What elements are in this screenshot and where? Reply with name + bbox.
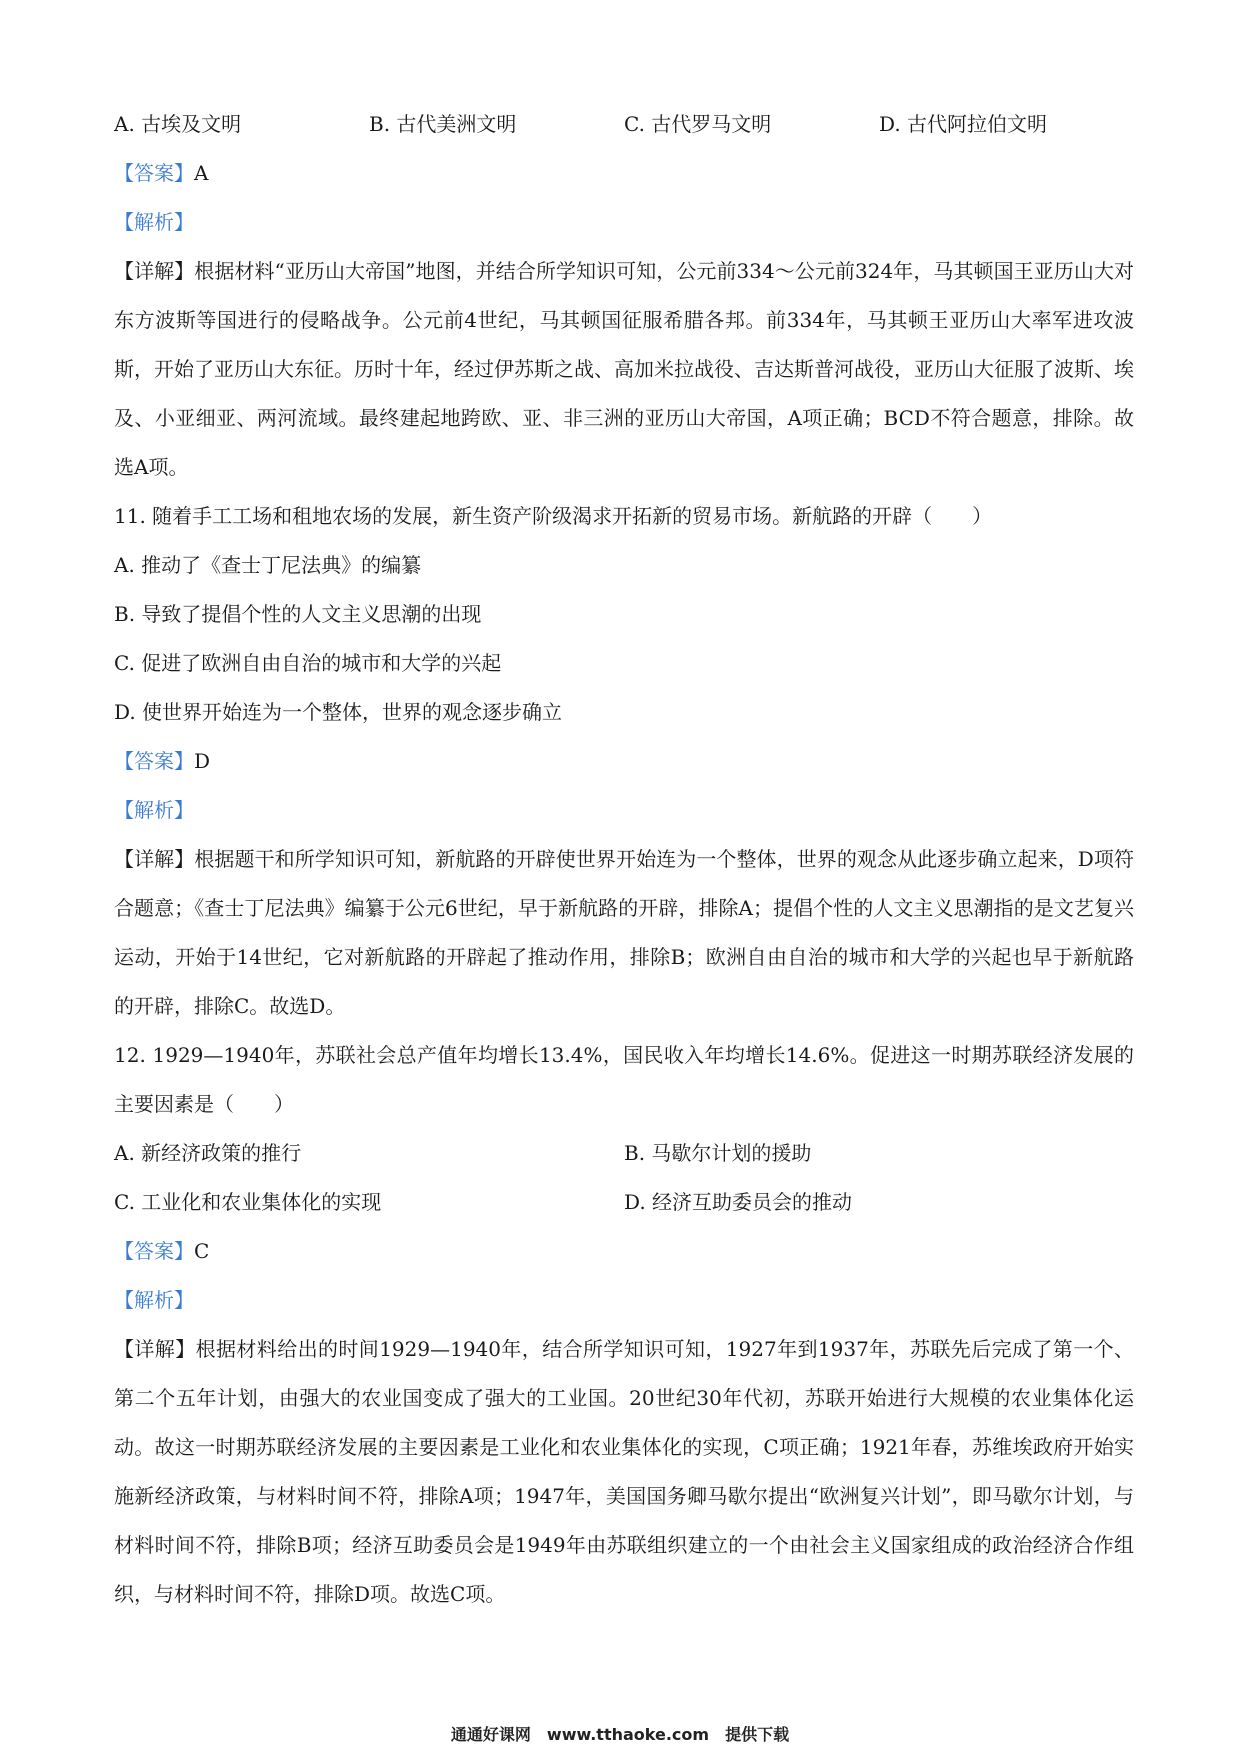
q11-detail [114,835,1134,1031]
q11-answer [114,737,1134,786]
answer-value: C [194,1239,210,1263]
answer-value: D [194,749,211,773]
q12-options-row-2 [114,1178,1134,1227]
q10-option-c: C. 古代罗马文明 [624,112,772,136]
q10-analysis [114,198,1134,247]
q10-option-b: B. 古代美洲文明 [369,112,517,136]
answer-label: 【答案】 [114,1239,194,1263]
q11-option-a: A. 推动了《查士丁尼法典》的编纂 [114,553,422,577]
detail-text: 根据题干和所学知识可知，新航路的开辟使世界开始连为一个整体，世界的观念从此逐步确立起来，D项符合题意；《查士丁尼法典》编纂于公元6世纪，早于新航路的开辟，排除A；提倡个性的人文主义思潮指的是文艺复兴运动，开始于14世纪，它对新航路的开辟起了推动作用，排除B；欧洲自由自治的城市和大学的兴起也早于新航路的开辟，排除C。故选D。 [114,847,1134,1018]
q11-stem: 11. 随着手工工场和租地农场的发展，新生资产阶级渴求开拓新的贸易市场。新航路的开辟（ ） [114,504,993,528]
page-footer: 通通好课网 www.tthaoke.com 提供下载 [450,1725,790,1744]
q12-detail [114,1325,1134,1619]
q11-option-b: B. 导致了提倡个性的人文主义思潮的出现 [114,602,482,626]
q10-detail [114,247,1134,492]
q11-option-d: D. 使世界开始连为一个整体，世界的观念逐步确立 [114,700,563,724]
detail-label: 【详解】 [114,1337,196,1361]
q11-option-c: C. 促进了欧洲自由自治的城市和大学的兴起 [114,651,502,675]
q12-option-d: D. 经济互助委员会的推动 [624,1190,853,1214]
q10-answer [114,149,1134,198]
q12-options-row-1 [114,1129,1134,1178]
document-page [114,100,1134,1619]
answer-value: A [194,161,209,185]
detail-label: 【详解】 [114,259,195,283]
q12-option-a: A. 新经济政策的推行 [114,1141,302,1165]
q12-option-b: B. 马歇尔计划的援助 [624,1141,812,1165]
q12-answer [114,1227,1134,1276]
q10-options [114,100,1134,149]
analysis-label: 【解析】 [114,210,194,234]
q12-stem: 12. 1929—1940年，苏联社会总产值年均增长13.4%，国民收入年均增长14.6%。促进这一时期苏联经济发展的主要因素是（ ） [114,1043,1134,1116]
q10-option-d: D. 古代阿拉伯文明 [879,112,1048,136]
answer-label: 【答案】 [114,749,194,773]
detail-label: 【详解】 [114,847,195,871]
detail-text: 根据材料给出的时间1929—1940年，结合所学知识可知，1927年到1937年，苏联先后完成了第一个、第二个五年计划，由强大的农业国变成了强大的工业国。20世纪30年代初，苏联开始进行大规模的农业集体化运动。故这一时期苏联经济发展的主要因素是工业化和农业集体化的实现，C项正确；1921年春，苏维埃政府开始实施新经济政策，与材料时间不符，排除A项；1947年，美国国务卿马歇尔提出“欧洲复兴计划”，即马歇尔计划，与材料时间不符，排除B项；经济互助委员会是1949年由苏联组织建立的一个由社会主义国家组成的政治经济合作组织，与材料时间不符，排除D项。故选C项。 [114,1337,1135,1606]
analysis-label: 【解析】 [114,1288,194,1312]
analysis-label: 【解析】 [114,798,194,822]
answer-label: 【答案】 [114,161,194,185]
q11-analysis [114,786,1134,835]
q12-option-c: C. 工业化和农业集体化的实现 [114,1190,382,1214]
q10-option-a: A. 古埃及文明 [114,112,242,136]
detail-text: 根据材料“亚历山大帝国”地图，并结合所学知识可知，公元前334～公元前324年，马其顿国王亚历山大对东方波斯等国进行的侵略战争。公元前4世纪，马其顿国征服希腊各邦。前334年，马其顿王亚历山大率军进攻波斯，开始了亚历山大东征。历时十年，经过伊苏斯之战、高加米拉战役、吉达斯普河战役，亚历山大征服了波斯、埃及、小亚细亚、两河流域。最终建起地跨欧、亚、非三洲的亚历山大帝国，A项正确；BCD不符合题意，排除。故选A项。 [114,259,1135,479]
q12-analysis [114,1276,1134,1325]
